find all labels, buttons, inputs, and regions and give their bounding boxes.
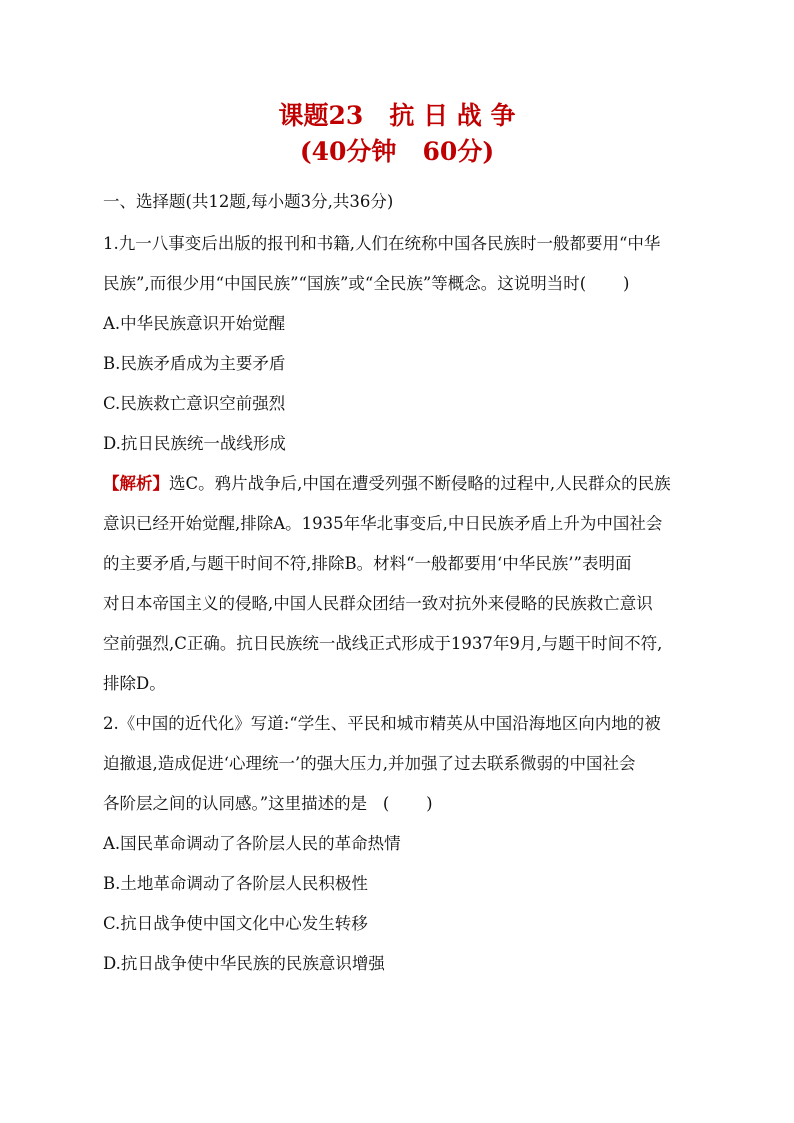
question-1-stem-line-1: 1.九一八事变后出版的报刊和书籍,人们在统称中国各民族时一般都要用“中华: [103, 234, 661, 253]
question-1-analysis: [103, 464, 723, 704]
question-1: [103, 224, 723, 704]
question-2-stem-line-2: 迫撤退,造成促进‘心理统一’的强大压力,并加强了过去联系微弱的中国社会: [103, 754, 636, 773]
lesson-title: [0, 98, 794, 170]
analysis-line-1: [103, 464, 723, 504]
question-1-option-b: B.民族矛盾成为主要矛盾: [103, 354, 286, 373]
analysis-line-6: 排除D。: [103, 674, 166, 693]
section-heading: 一、选择题(共12题,每小题3分,共36分): [103, 192, 394, 211]
question-2: [103, 704, 723, 984]
question-2-option-b: B.土地革命调动了各阶层人民积极性: [103, 874, 368, 893]
analysis-line-3: 的主要矛盾,与题干时间不符,排除B。材料“一般都要用‘中华民族’”表明面: [103, 554, 632, 573]
question-2-stem-line-3: 各阶层之间的认同感。”这里描述的是 ( ): [103, 794, 433, 813]
title-duration-score: (40分钟 60分): [299, 137, 495, 166]
analysis-line-1-text: 选C。鸦片战争后,中国在遭受列强不断侵略的过程中,人民群众的民族: [169, 474, 671, 493]
analysis-tag: 【解析】: [103, 474, 169, 493]
analysis-line-5: 空前强烈,C正确。抗日民族统一战线正式形成于1937年9月,与题干时间不符,: [103, 634, 663, 653]
title-main: 课题23 抗 日 战 争: [278, 101, 516, 130]
question-1-option-c: C.民族救亡意识空前强烈: [103, 394, 286, 413]
analysis-line-4: 对日本帝国主义的侵略,中国人民群众团结一致对抗外来侵略的民族救亡意识: [103, 594, 653, 613]
question-2-option-c: C.抗日战争使中国文化中心发生转移: [103, 914, 368, 933]
question-2-option-a: A.国民革命调动了各阶层人民的革命热情: [103, 834, 401, 853]
question-2-option-d: D.抗日战争使中华民族的民族意识增强: [103, 954, 385, 973]
analysis-line-2: 意识已经开始觉醒,排除A。1935年华北事变后,中日民族矛盾上升为中国社会: [103, 514, 663, 533]
question-1-stem-line-2: 民族”,而很少用“中国民族”“国族”或“全民族”等概念。这说明当时( ): [103, 274, 630, 293]
question-1-option-a: A.中华民族意识开始觉醒: [103, 314, 286, 333]
question-2-stem-line-1: 2.《中国的近代化》写道:“学生、平民和城市精英从中国沿海地区向内地的被: [103, 714, 661, 733]
question-1-option-d: D.抗日民族统一战线形成: [103, 434, 286, 453]
document-body: [103, 186, 723, 984]
